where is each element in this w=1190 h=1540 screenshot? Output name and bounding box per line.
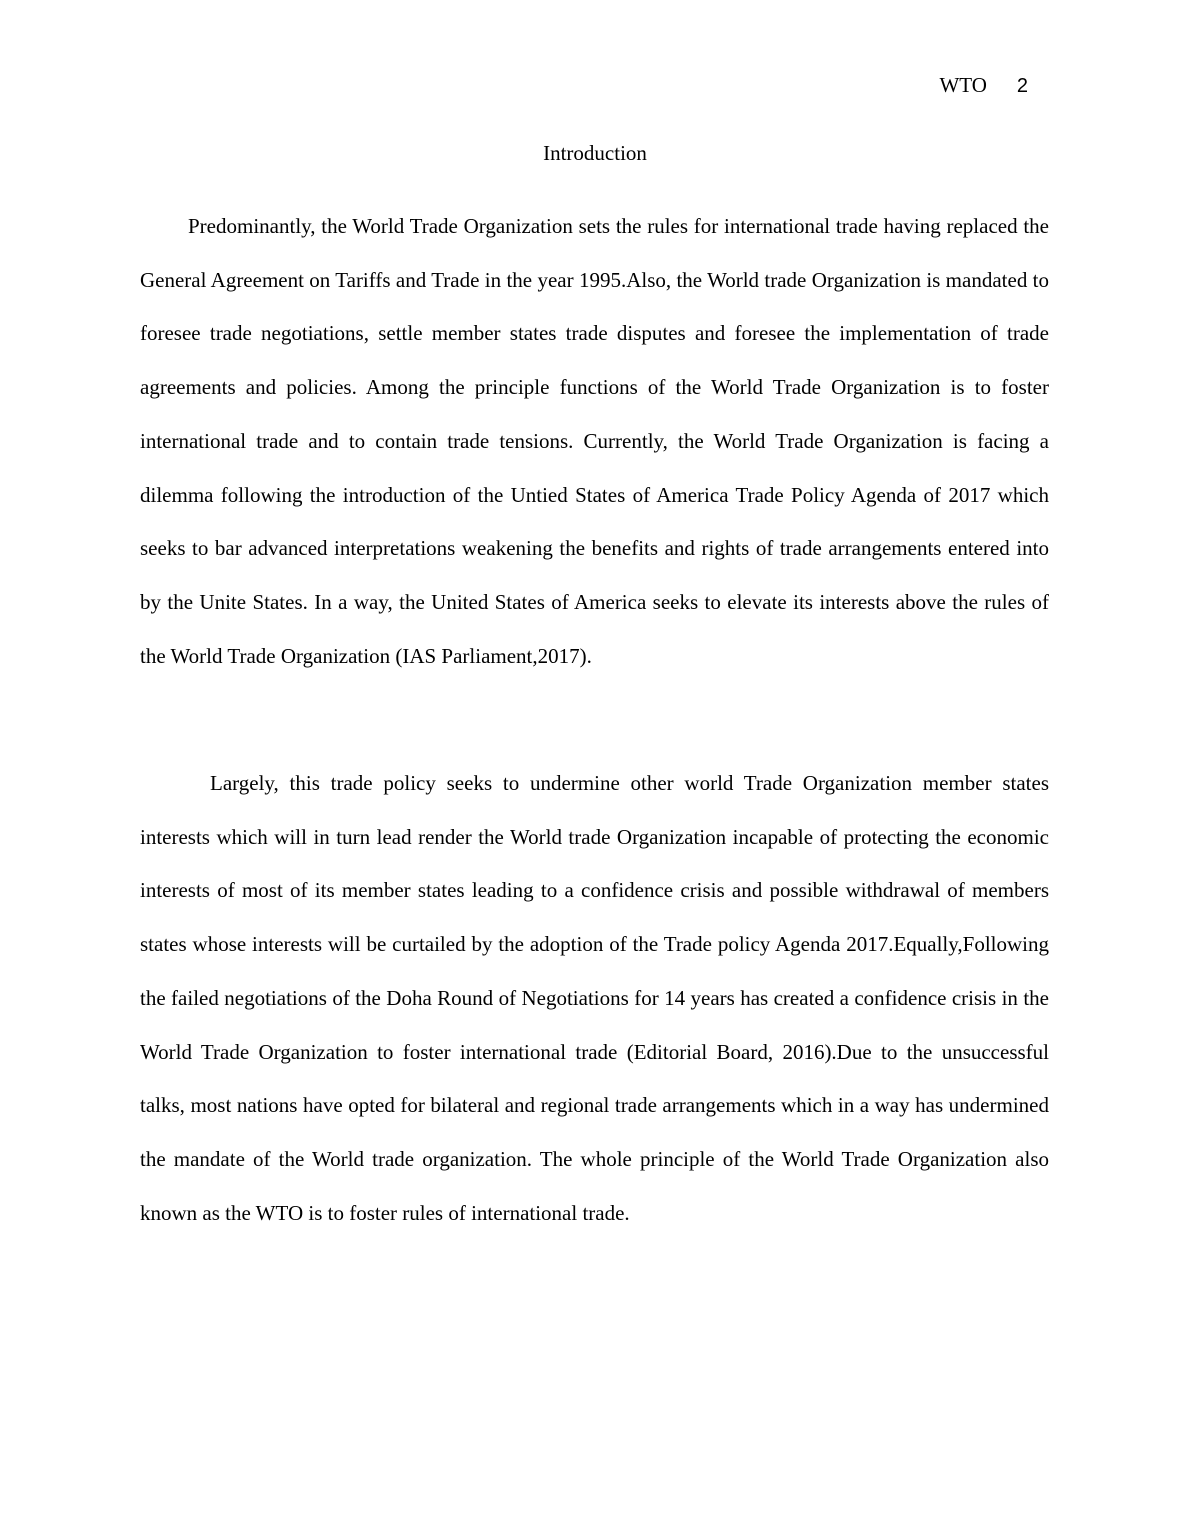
running-head-title: WTO <box>939 73 987 97</box>
section-heading: Introduction <box>543 141 647 165</box>
page-number: 2 <box>1016 75 1028 97</box>
running-head <box>939 70 1028 101</box>
paragraph-2: Largely, this trade policy seeks to undermine other world Trade Organization member states interests which will in turn lead render the World trade Organization incapable of protecting the economic interests of most of its member states leading to a confidence crisis and possible withdrawal of members states whose interests will be curtailed by the adoption of the Trade policy Agenda 2017.Equally,Following the failed negotiations of the Doha Round of Negotiations for 14 years has created a confidence crisis in the World Trade Organization to foster international trade (Editorial Board, 2016).Due to the unsuccessful talks, most nations have opted for bilateral and regional trade arrangements which in a way has undermined the mandate of the World trade organization. The whole principle of the World Trade Organization also known as the WTO is to foster rules of international trade. <box>140 771 1049 1225</box>
paragraph-1: Predominantly, the World Trade Organization sets the rules for international trade having replaced the General Agreement on Tariffs and Trade in the year 1995.Also, the World trade Organization is mandated to foresee trade negotiations, settle member states trade disputes and foresee the implementation of trade agreements and policies. Among the principle functions of the World Trade Organization is to foster international trade and to contain trade tensions. Currently, the World Trade Organization is facing a dilemma following the introduction of the Untied States of America Trade Policy Agenda of 2017 which seeks to bar advanced interpretations weakening the benefits and rights of trade arrangements entered into by the Unite States. In a way, the United States of America seeks to elevate its interests above the rules of the World Trade Organization (IAS Parliament,2017). <box>140 214 1049 668</box>
